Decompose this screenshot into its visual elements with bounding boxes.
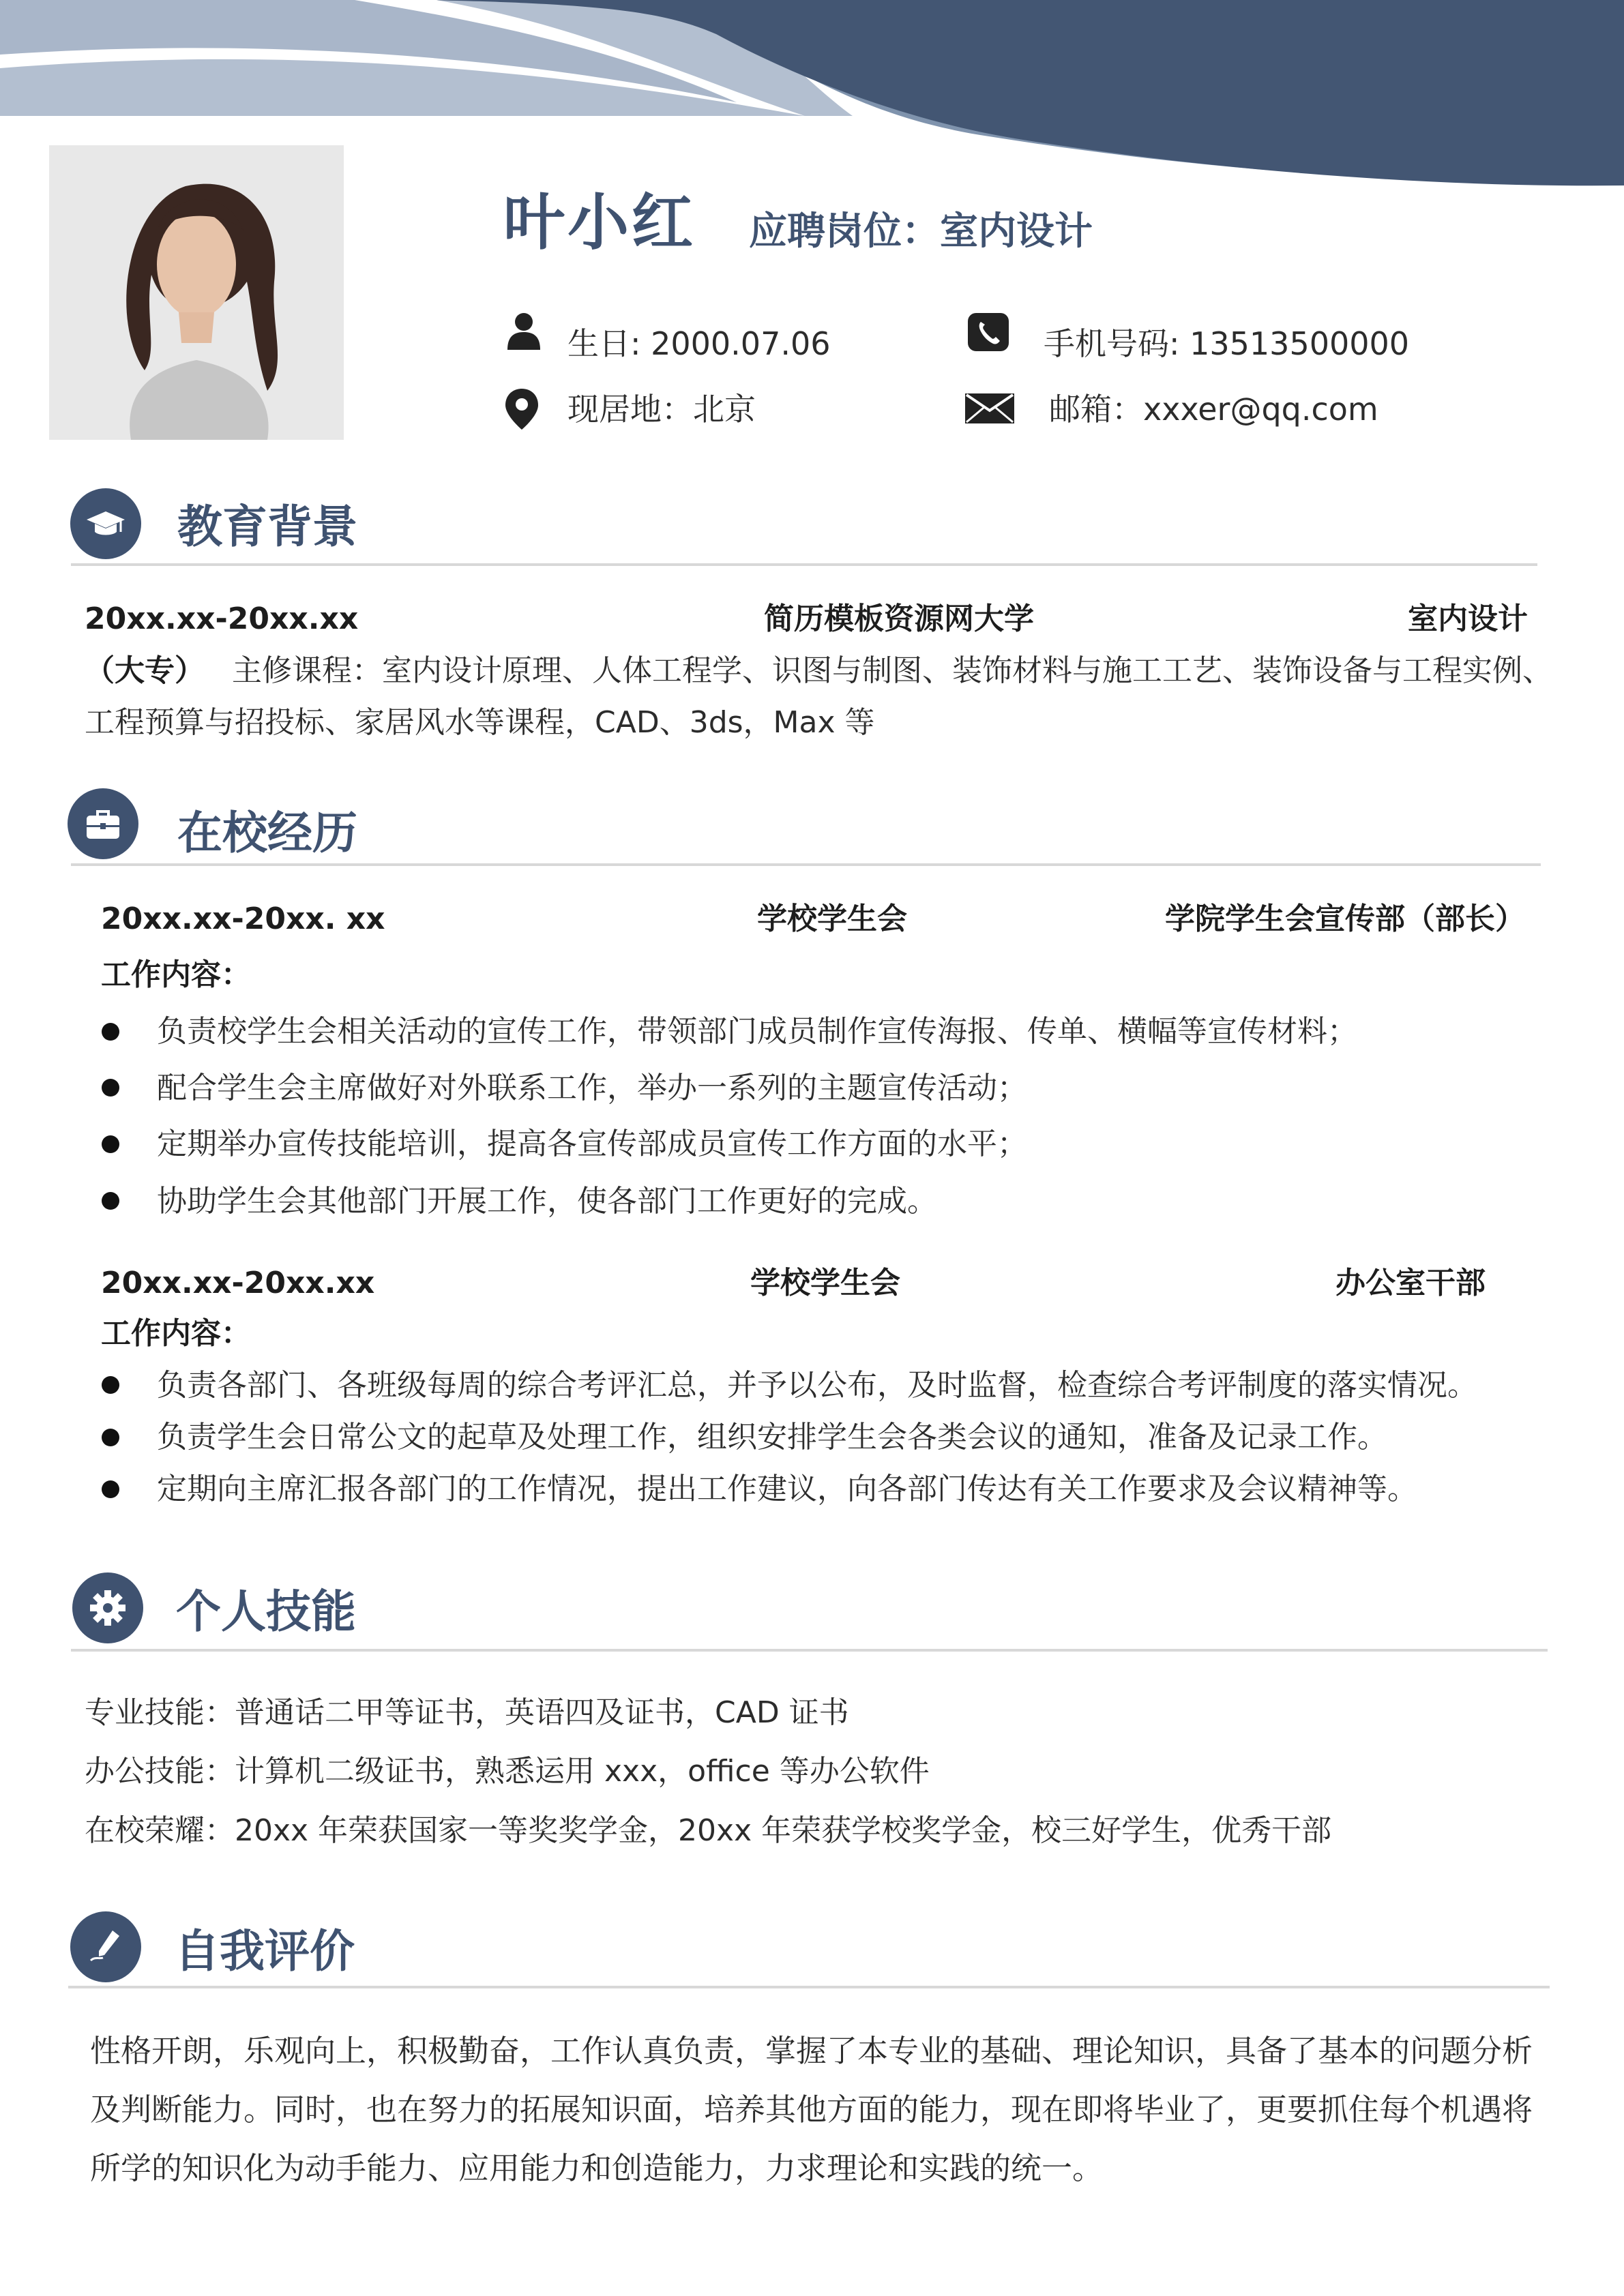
- skills-divider: [71, 1649, 1548, 1652]
- position-value: 室内设计: [940, 209, 1093, 254]
- bullet-marker: [102, 1135, 119, 1153]
- education-section-icon-badge: [70, 488, 141, 559]
- residence-text: 现居地：北京: [567, 391, 756, 428]
- campus-entry-2-role: 办公室干部: [1335, 1266, 1486, 1300]
- self-eval-divider: [68, 1986, 1550, 1988]
- campus-entry-1-bullet-1: 负责校学生会相关活动的宣传工作，带领部门成员制作宣传海报、传单、横幅等宣传材料；: [157, 1014, 1357, 1049]
- birthday-text: 生日: 2000.07.06: [567, 325, 831, 362]
- position-label: 应聘岗位：: [749, 209, 940, 254]
- campus-section-title: 在校经历: [177, 807, 357, 859]
- campus-entry-1-role: 学院学生会宣传部（部长）: [1165, 901, 1525, 936]
- campus-entry-2-bullet-2: 负责学生会日常公文的起草及处理工作，组织安排学生会各类会议的通知，准备及记录工作。: [157, 1420, 1387, 1455]
- education-courses-line2: 工程预算与招投标、家居风水等课程，CAD、3ds，Max 等: [85, 705, 875, 740]
- education-degree: （大专）: [85, 653, 205, 688]
- campus-entry-2-content-label: 工作内容：: [101, 1316, 251, 1351]
- campus-entry-2-bullet-3: 定期向主席汇报各部门的工作情况，提出工作建议，向各部门传达有关工作要求及会议精神等。: [157, 1472, 1417, 1506]
- bullet-marker: [102, 1480, 119, 1498]
- self-eval-section-icon-badge: [70, 1911, 141, 1982]
- campus-entry-2-org: 学校学生会: [750, 1266, 900, 1300]
- campus-divider: [71, 863, 1541, 866]
- skills-section-title: 个人技能: [176, 1585, 356, 1638]
- education-section-title: 教育背景: [177, 501, 357, 553]
- bullet-marker: [102, 1429, 119, 1446]
- phone-icon: [967, 312, 1008, 353]
- skills-line-professional: 专业技能：普通话二甲等证书，英语四及证书，CAD 证书: [85, 1695, 849, 1730]
- campus-entry-1-org: 学校学生会: [757, 901, 907, 936]
- phone-text: 手机号码: 13513500000: [1044, 325, 1410, 362]
- briefcase-icon: [83, 803, 123, 844]
- pen-icon: [85, 1926, 126, 1967]
- education-school: 简历模板资源网大学: [764, 601, 1034, 636]
- campus-entry-1-period: 20xx.xx-20xx. xx: [101, 901, 385, 936]
- bullet-marker: [102, 1023, 119, 1041]
- campus-entry-1-content-label: 工作内容：: [101, 957, 251, 992]
- person-icon: [503, 310, 544, 351]
- campus-entry-2-period: 20xx.xx-20xx.xx: [101, 1266, 375, 1300]
- skills-line-office: 办公技能：计算机二级证书，熟悉运用 xxx，office 等办公软件: [85, 1754, 930, 1789]
- campus-section-icon-badge: [68, 788, 138, 859]
- education-courses-line1: 主修课程：室内设计原理、人体工程学、识图与制图、装饰材料与施工工艺、装饰设备与工程实例、: [232, 653, 1552, 688]
- applied-position: [749, 205, 1093, 259]
- profile-photo: [49, 145, 344, 440]
- self-eval-section-title: 自我评价: [175, 1925, 355, 1978]
- envelope-icon: [964, 393, 1015, 424]
- location-pin-icon: [503, 387, 544, 428]
- education-period: 20xx.xx-20xx.xx: [85, 601, 359, 636]
- education-major: 室内设计: [1408, 601, 1528, 636]
- self-eval-paragraph: 性格开朗，乐观向上，积极勤奋，工作认真负责，掌握了本专业的基础、理论知识，具备了基本的问题分析及判断能力。同时，也在努力的拓展知识面，培养其他方面的能力，现在即将毕业了，更要抓住每个机遇将所学的知识化为动手能力、应用能力和创造能力，力求理论和实践的统一。: [90, 2033, 1533, 2186]
- campus-entry-1-bullet-2: 配合学生会主席做好对外联系工作，举办一系列的主题宣传活动；: [157, 1071, 1027, 1105]
- education-divider: [71, 563, 1537, 566]
- skills-line-honors: 在校荣耀：20xx 年荣获国家一等奖奖学金，20xx 年荣获学校奖学金，校三好学生，优秀干部: [85, 1813, 1332, 1848]
- campus-entry-2-bullet-1: 负责各部门、各班级每周的综合考评汇总，并予以公布，及时监督，检查综合考评制度的落实情况。: [157, 1368, 1477, 1403]
- email-text: 邮箱：xxxer@qq.com: [1049, 391, 1378, 428]
- bullet-marker: [102, 1376, 119, 1394]
- bullet-marker: [102, 1192, 119, 1210]
- graduation-cap-icon: [85, 503, 126, 544]
- bullet-marker: [102, 1079, 119, 1097]
- campus-entry-1-bullet-4: 协助学生会其他部门开展工作，使各部门工作更好的完成。: [157, 1184, 937, 1219]
- candidate-name: 叶小红: [503, 187, 696, 258]
- skills-section-icon-badge: [72, 1572, 143, 1643]
- campus-entry-1-bullet-3: 定期举办宣传技能培训，提高各宣传部成员宣传工作方面的水平；: [157, 1127, 1027, 1161]
- gear-icon: [87, 1587, 128, 1628]
